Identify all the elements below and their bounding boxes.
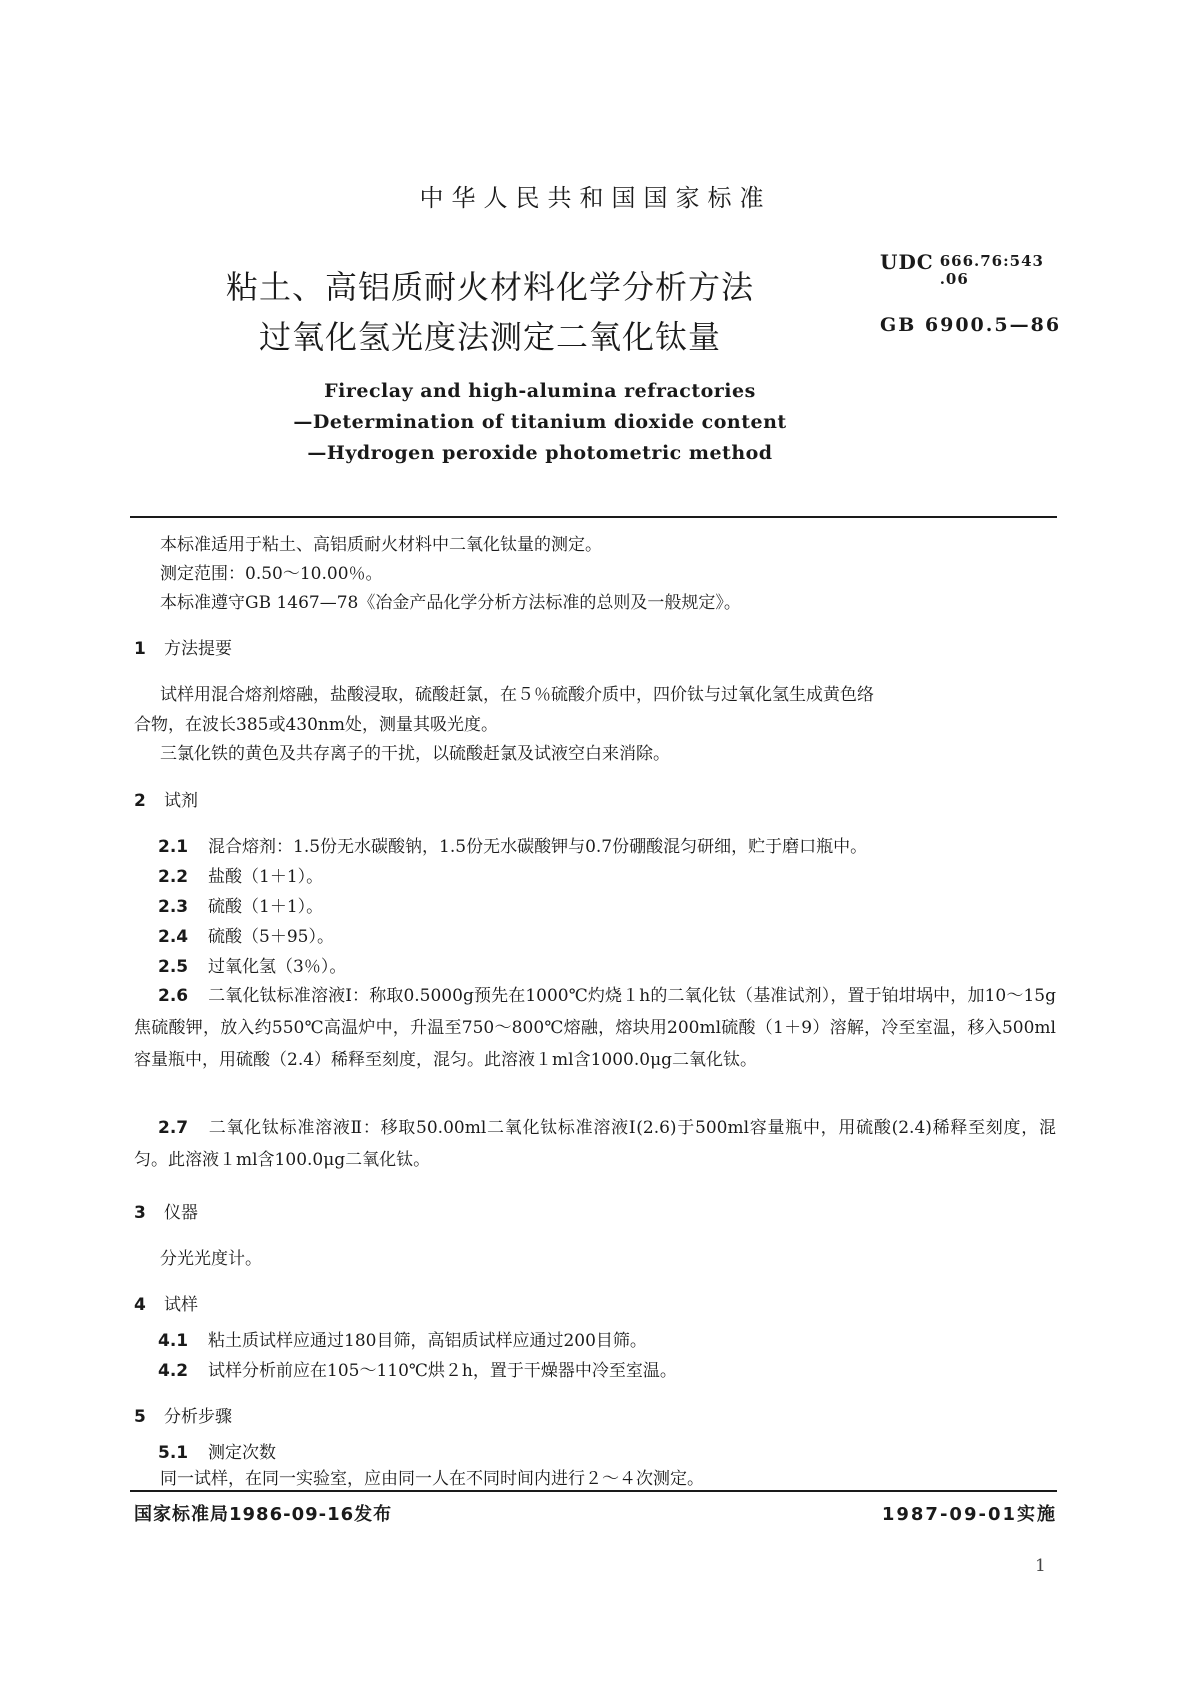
section-title: 试样 bbox=[164, 1295, 198, 1315]
item-2-7 bbox=[134, 1112, 1056, 1176]
item-2-5 bbox=[158, 956, 346, 978]
item-2-6 bbox=[134, 980, 1056, 1076]
section-title: 方法提要 bbox=[164, 639, 232, 659]
item-number: 2.5 bbox=[158, 957, 189, 977]
intro-paragraph-3: 本标准遵守GB 1467—78《冶金产品化学分析方法标准的总则及一般规定》。 bbox=[160, 593, 741, 613]
title-en bbox=[200, 376, 880, 469]
section-title: 仪器 bbox=[164, 1203, 198, 1223]
item-4-1 bbox=[158, 1330, 647, 1352]
item-5-1-text: 同一试样，在同一实验室，应由同一人在不同时间内进行２～４次测定。 bbox=[160, 1469, 704, 1489]
section-1-paragraph-2: 三氯化铁的黄色及共存离子的干扰，以硫酸赶氯及试液空白来消除。 bbox=[160, 744, 670, 764]
item-text: 混合熔剂：1.5份无水碳酸钠，1.5份无水碳酸钾与0.7份硼酸混匀研细，贮于磨口瓶中。 bbox=[208, 837, 868, 857]
effective-date: 1987-09-01实施 bbox=[881, 1504, 1057, 1525]
issued-date: 国家标准局1986-09-16发布 bbox=[134, 1504, 393, 1525]
item-number: 2.4 bbox=[158, 927, 189, 947]
item-2-2 bbox=[158, 866, 323, 888]
intro-paragraph-1: 本标准适用于粘土、高铝质耐火材料中二氧化钛量的测定。 bbox=[160, 535, 602, 555]
section-1-heading bbox=[134, 634, 232, 659]
item-number: 5.1 bbox=[158, 1443, 189, 1463]
item-text: 二氧化钛标准溶液Ⅱ：移取50.00ml二氧化钛标准溶液Ⅰ(2.6)于500ml容量瓶中，用硫酸(2.4)稀释至刻度，混匀。此溶液１ml含100.0μg二氧化钛。 bbox=[134, 1118, 1056, 1170]
item-text: 盐酸（1＋1）。 bbox=[208, 867, 324, 887]
title-en-line1: Fireclay and high-alumina refractories bbox=[324, 380, 756, 402]
item-text: 硫酸（1＋1）。 bbox=[208, 897, 324, 917]
section-4-heading bbox=[134, 1290, 198, 1315]
item-2-1 bbox=[158, 836, 867, 858]
item-number: 4.1 bbox=[158, 1331, 189, 1351]
udc-number-line2: .06 bbox=[939, 270, 969, 288]
title-zh-line1: 粘土、高铝质耐火材料化学分析方法 bbox=[225, 268, 754, 306]
section-number: 3 bbox=[134, 1203, 146, 1223]
gb-code: GB 6900.5—86 bbox=[880, 314, 1062, 336]
item-text: 硫酸（5＋95）。 bbox=[208, 927, 334, 947]
section-2-heading bbox=[134, 786, 198, 811]
item-number: 2.7 bbox=[158, 1118, 189, 1138]
title-zh-line2: 过氧化氢光度法测定二氧化钛量 bbox=[258, 318, 721, 356]
item-number: 2.2 bbox=[158, 867, 189, 887]
item-text: 测定次数 bbox=[208, 1443, 276, 1463]
item-text: 过氧化氢（3％）。 bbox=[208, 957, 347, 977]
section-title: 试剂 bbox=[164, 791, 198, 811]
section-number: 2 bbox=[134, 791, 146, 811]
page-number: 1 bbox=[1035, 1556, 1046, 1576]
item-4-2 bbox=[158, 1360, 677, 1382]
intro-paragraph-2: 测定范围：0.50～10.00％。 bbox=[160, 564, 383, 584]
udc-number-line1: 666.76:543 bbox=[939, 252, 1044, 270]
section-5-heading bbox=[134, 1402, 232, 1427]
item-number: 2.3 bbox=[158, 897, 189, 917]
item-2-3 bbox=[158, 896, 323, 918]
section-number: 4 bbox=[134, 1295, 146, 1315]
item-2-4 bbox=[158, 926, 334, 948]
item-5-1 bbox=[158, 1442, 276, 1464]
udc-code bbox=[880, 250, 1044, 288]
section-1-paragraph-1-line2: 合物，在波长385或430nm处，测量其吸光度。 bbox=[134, 715, 498, 735]
section-1-paragraph-1-line1: 试样用混合熔剂熔融，盐酸浸取，硫酸赶氯，在５％硫酸介质中，四价钛与过氧化氢生成黄色络 bbox=[160, 685, 874, 705]
national-standard-heading: 中华人民共和国国家标准 bbox=[419, 184, 772, 212]
section-title: 分析步骤 bbox=[164, 1407, 232, 1427]
section-3-heading bbox=[134, 1198, 198, 1223]
item-number: 4.2 bbox=[158, 1361, 189, 1381]
item-text: 二氧化钛标准溶液Ⅰ：称取0.5000g预先在1000℃灼烧１h的二氧化钛（基准试剂），置于铂坩埚中，加10～15g焦硫酸钾，放入约550℃高温炉中，升温至750～800℃熔融，熔块用200ml硫酸（1＋9）溶解，冷至室温，移入500ml容量瓶中，用硫酸（2.4）稀释至刻度，混匀。此溶液１ml含1000.0μg二氧化钛。 bbox=[134, 986, 1056, 1070]
header-divider bbox=[130, 516, 1057, 518]
section-number: 5 bbox=[134, 1407, 146, 1427]
item-number: 2.6 bbox=[158, 986, 189, 1006]
footer-divider bbox=[130, 1490, 1057, 1492]
title-en-line2: —Determination of titanium dioxide content bbox=[293, 411, 787, 433]
item-number: 2.1 bbox=[158, 837, 189, 857]
section-number: 1 bbox=[134, 639, 146, 659]
section-3-text: 分光光度计。 bbox=[160, 1249, 262, 1269]
title-en-line3: —Hydrogen peroxide photometric method bbox=[307, 442, 773, 464]
item-text: 试样分析前应在105～110℃烘２h，置于干燥器中冷至室温。 bbox=[208, 1361, 677, 1381]
item-text: 粘土质试样应通过180目筛，高铝质试样应通过200目筛。 bbox=[208, 1331, 647, 1351]
udc-label: UDC bbox=[880, 250, 934, 274]
